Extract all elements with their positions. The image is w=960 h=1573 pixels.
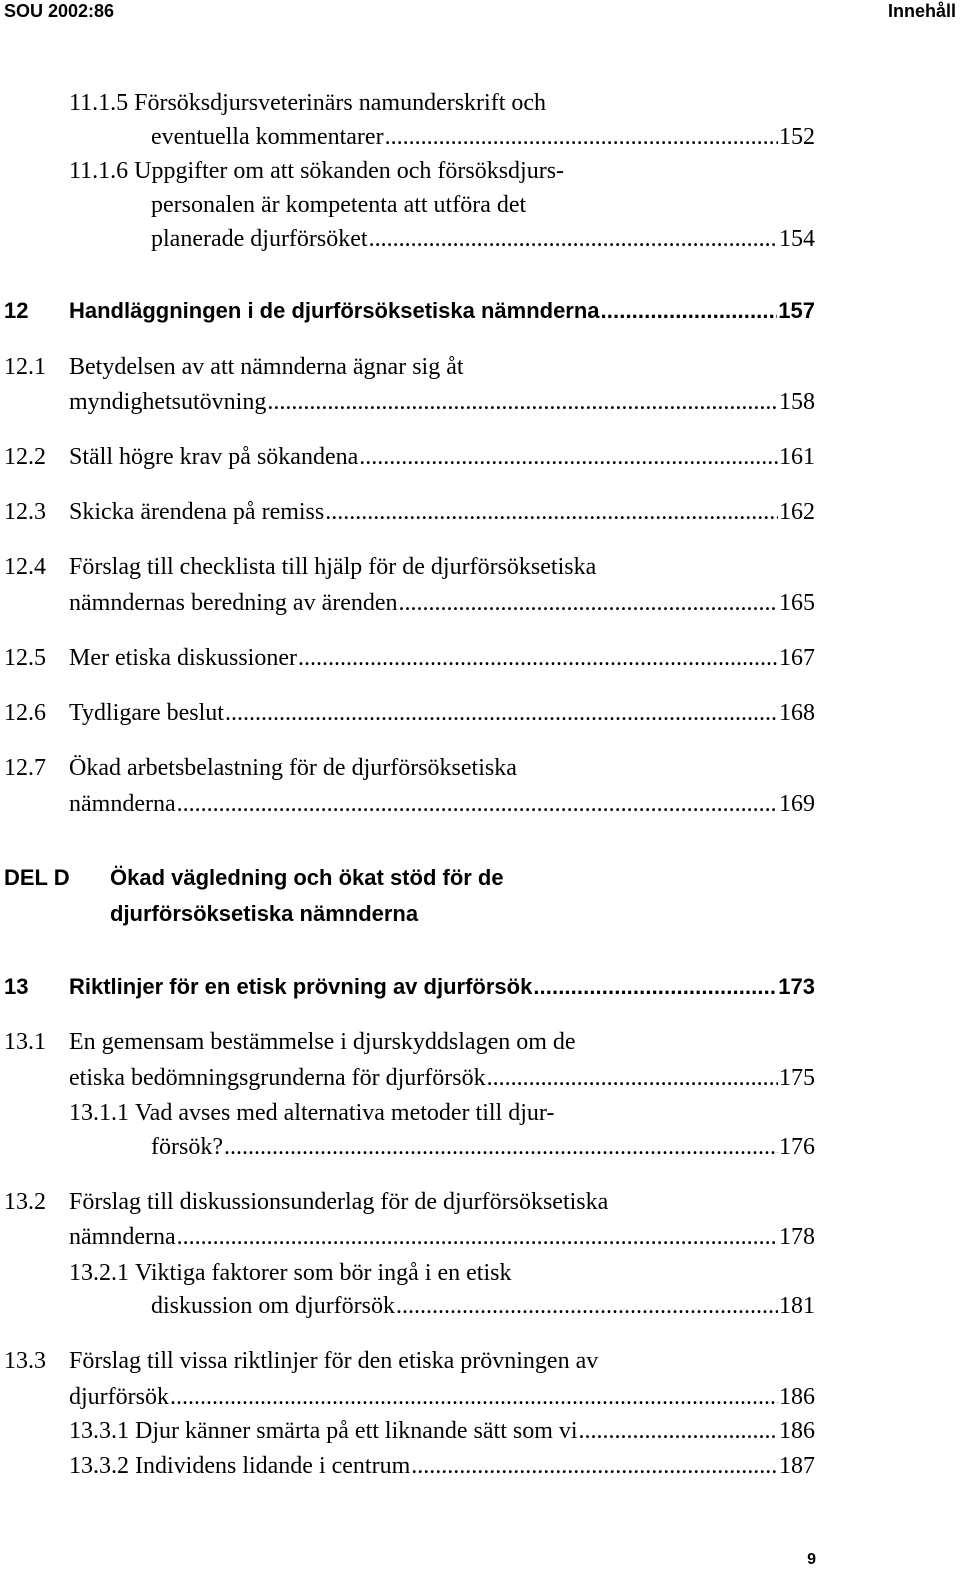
toc-page-number: 161 [779,444,815,470]
toc-entry-title: diskussion om djurförsök [151,1293,396,1319]
toc-page-number: 176 [779,1134,815,1160]
toc-page-number: 157 [778,298,815,323]
toc-leader-dots [533,970,777,1004]
toc-entry-title: Förslag till diskussionsunderlag för de djurförsöksetiska [69,1189,609,1215]
toc-leader-dots [487,1061,778,1095]
toc-entry-title: Uppgifter om att sökanden och försöksdjurs- [134,158,565,184]
toc-page-number: 186 [779,1384,815,1410]
toc-entry-title: Handläggningen i de djurförsöksetiska nämnderna [69,298,600,323]
toc-entry-number: 12.5 [4,645,46,671]
toc-part-number: DEL D [4,865,70,890]
toc-leader-dots [396,1289,778,1323]
toc-entry-title: planerade djurförsöket [151,226,368,252]
toc-entry-title: nämndernas beredning av ärenden [69,590,398,616]
toc-entry-title: Viktiga faktorer som bör ingå i en etisk [135,1260,512,1286]
toc-page-number: 167 [779,645,815,671]
toc-entry-number: 13.3.2 [69,1453,129,1479]
toc-leader-dots [298,641,778,675]
toc-entry-title: eventuella kommentarer [151,124,384,150]
toc-entry [69,1414,815,1448]
toc-entry-number: 13.2.1 [69,1260,129,1286]
toc-page-number: 181 [779,1293,815,1319]
toc-entry [69,1380,815,1414]
toc-leader-dots [177,787,778,821]
toc-entry-title: nämnderna [69,791,176,817]
toc-entry [69,385,815,419]
toc-entry-number: 12.1 [4,354,46,380]
toc-entry-title: försök? [151,1134,223,1160]
toc-leader-dots [385,120,778,154]
toc-entry [4,550,596,584]
toc-page-number: 186 [779,1418,815,1444]
toc-leader-dots [177,1220,778,1254]
running-header-left: SOU 2002:86 [4,1,115,21]
toc-page-number: 178 [779,1224,815,1250]
toc-page-number: 158 [779,389,815,415]
toc-entry [4,641,815,675]
toc-entry-title: Ökad arbetsbelastning för de djurförsöksetiska [69,755,517,781]
toc-leader-dots [267,385,778,419]
toc-entry-title: Vad avses med alternativa metoder till djur- [135,1100,555,1126]
toc-leader-dots [399,586,778,620]
toc-page-number: 152 [779,124,815,150]
toc-entry [4,495,815,529]
toc-entry [4,1025,576,1059]
toc-entry [151,120,815,154]
toc-entry-title: Ställ högre krav på sökandena [69,444,359,470]
toc-page-number: 169 [779,791,815,817]
toc-entry [69,86,546,120]
toc-entry-number: 12.4 [4,554,46,580]
toc-entry-title: djurförsök [69,1384,169,1410]
toc-entry-title: Förslag till checklista till hjälp för de djurförsöksetiska [69,554,597,580]
toc-entry-number: 13.1 [4,1029,46,1055]
toc-entry-number: 11.1.5 [69,90,129,116]
toc-page-number: 168 [779,700,815,726]
toc-leader-dots [411,1449,778,1483]
toc-entry-number: 12.7 [4,755,46,781]
toc-entry-number: 12.6 [4,700,46,726]
toc-entry-title: Mer etiska diskussioner [69,645,297,671]
toc-entry [4,1185,608,1219]
toc-entry [69,1256,511,1290]
toc-chapter-entry [4,294,815,328]
toc-leader-dots [224,1130,778,1164]
toc-page-number: 187 [779,1453,815,1479]
toc-page-number: 165 [779,590,815,616]
toc-leader-dots [170,1380,778,1414]
toc-part-heading [110,897,418,931]
toc-chapter-entry [4,970,815,1004]
toc-entry [69,1449,815,1483]
toc-entry [69,1220,815,1254]
running-header-right: Innehåll [887,1,956,21]
toc-entry-title: Förslag till vissa riktlinjer för den etiska prövningen av [69,1348,599,1374]
toc-entry-number: 13.3.1 [69,1418,129,1444]
toc-entry [69,1096,554,1130]
toc-page-number: 175 [779,1065,815,1091]
toc-entry-title: Riktlinjer för en etisk prövning av djurförsök [69,974,533,999]
toc-entry-number: 11.1.6 [69,158,129,184]
toc-entry-number: 13 [4,974,29,999]
toc-leader-dots [579,1414,778,1448]
page-number: 9 [807,1551,816,1568]
toc-entry-number: 12.2 [4,444,46,470]
toc-leader-dots [601,294,778,328]
toc-entry [4,751,517,785]
toc-part-title: djurförsöksetiska nämnderna [110,901,419,926]
toc-entry-title: etiska bedömningsgrunderna för djurförsök [69,1065,486,1091]
toc-entry [69,154,564,188]
toc-entry [69,586,815,620]
toc-entry-title: En gemensam bestämmelse i djurskyddslagen om de [69,1029,576,1055]
toc-entry-number: 13.3 [4,1348,46,1374]
toc-leader-dots [225,696,778,730]
toc-entry-number: 13.1.1 [69,1100,129,1126]
toc-entry-title: myndighetsutövning [69,389,267,415]
toc-page-number: 154 [779,226,815,252]
toc-entry [69,787,815,821]
toc-entry [4,440,815,474]
toc-page-number: 173 [778,974,815,999]
toc-entry-number: 12 [4,298,29,323]
toc-entry-title: personalen är kompetenta att utföra det [151,192,527,218]
toc-entry [4,1344,598,1378]
toc-entry-title: Djur känner smärta på ett liknande sätt som vi [135,1418,578,1444]
toc-entry-number: 13.2 [4,1189,46,1215]
toc-entry [69,1061,815,1095]
toc-leader-dots [359,440,778,474]
toc-entry [151,1130,815,1164]
toc-entry [151,1289,815,1323]
toc-leader-dots [325,495,778,529]
toc-entry-title: nämnderna [69,1224,176,1250]
toc-entry [4,696,815,730]
toc-entry [151,222,815,256]
toc-entry-title: Tydligare beslut [69,700,224,726]
toc-page-number: 162 [779,499,815,525]
toc-entry [4,350,464,384]
toc-part-heading [4,861,504,895]
toc-entry-title: Skicka ärendena på remiss [69,499,325,525]
toc-leader-dots [369,222,778,256]
toc-entry-title: Försöksdjursveterinärs namunderskrift och [134,90,547,116]
toc-entry-title: Betydelsen av att nämnderna ägnar sig åt [69,354,464,380]
toc-entry-number: 12.3 [4,499,46,525]
toc-entry [151,188,526,222]
toc-entry-title: Individens lidande i centrum [135,1453,411,1479]
toc-part-title: Ökad vägledning och ökat stöd för de [110,865,504,890]
